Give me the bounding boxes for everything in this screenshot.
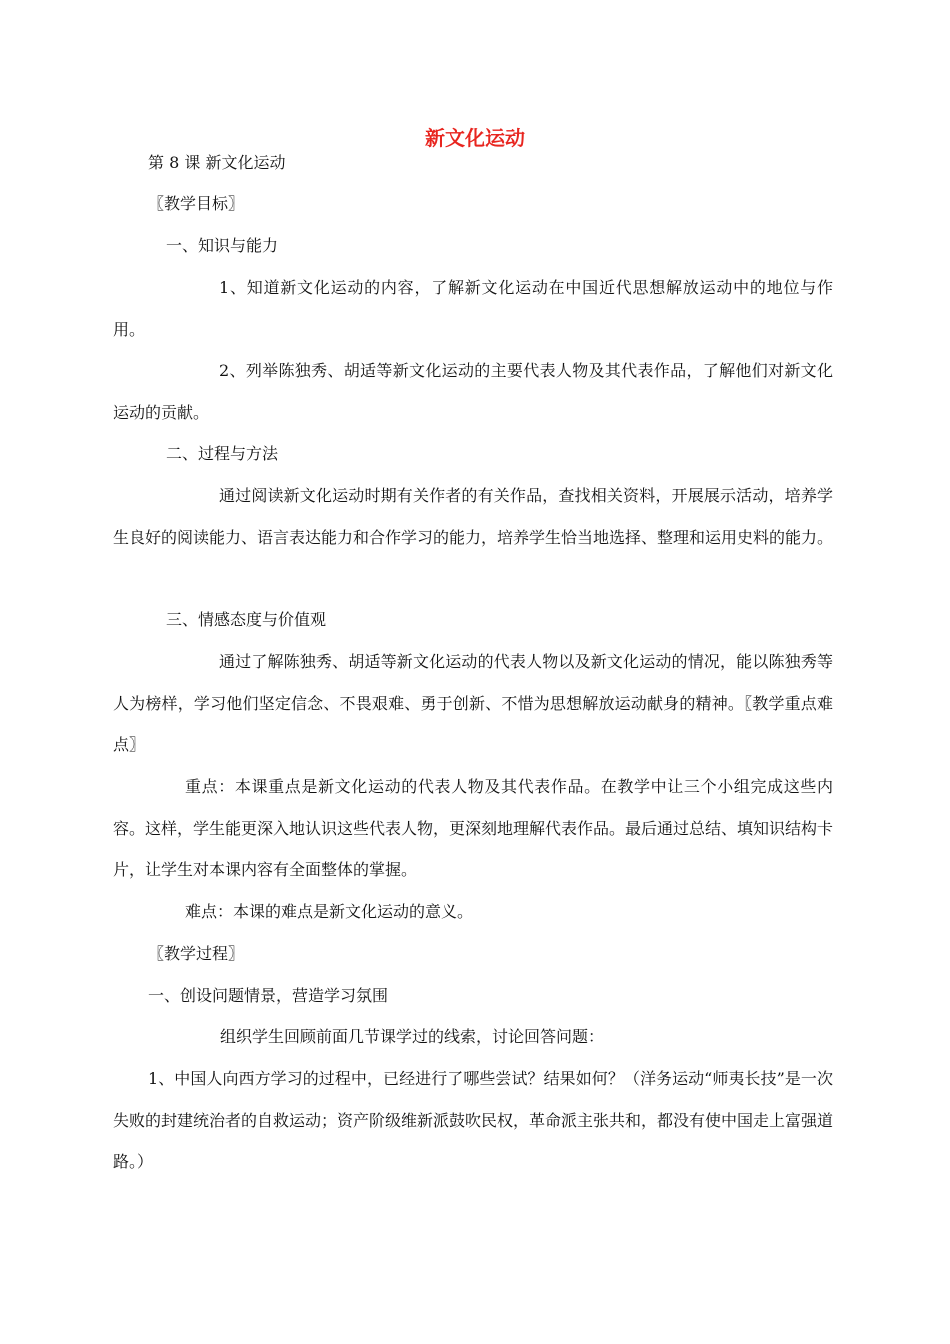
- difficulty-paragraph: 难点：本课的难点是新文化运动的意义。: [185, 902, 474, 921]
- scenario-instruction: 组织学生回顾前面几节课学过的线索，讨论回答问题：: [220, 1027, 605, 1046]
- goal-paragraph-1: 1、知道新文化运动的内容，了解新文化运动在中国近代思想解放运动中的地位与作用。: [113, 278, 833, 339]
- process-heading: 〖教学过程〗: [148, 944, 245, 963]
- lesson-heading: 第 8 课 新文化运动: [148, 153, 286, 172]
- section-knowledge: 一、知识与能力: [166, 236, 279, 255]
- goals-heading: 〖教学目标〗: [148, 194, 245, 213]
- question-paragraph-1: 1、中国人向西方学习的过程中，已经进行了哪些尝试？结果如何？（洋务运动“师夷长技”是一次失败的封建统治者的自救运动；资产阶级维新派鼓吹民权，革命派主张共和，都没有使中国走上富强道路。）: [113, 1069, 834, 1171]
- section-scenario: 一、创设问题情景，营造学习氛围: [148, 986, 389, 1005]
- section-process: 二、过程与方法: [166, 444, 279, 463]
- values-paragraph: 通过了解陈独秀、胡适等新文化运动的代表人物以及新文化运动的情况，能以陈独秀等人为榜样，学习他们坚定信念、不畏艰难、勇于创新、不惜为思想解放运动献身的精神。〖教学重点难点〗: [113, 652, 833, 754]
- process-paragraph: 通过阅读新文化运动时期有关作者的有关作品，查找相关资料，开展展示活动，培养学生良好的阅读能力、语言表达能力和合作学习的能力，培养学生恰当地选择、整理和运用史料的能力。: [113, 486, 834, 547]
- goal-paragraph-2: 2、列举陈独秀、胡适等新文化运动的主要代表人物及其代表作品，了解他们对新文化运动的贡献。: [113, 361, 833, 422]
- section-values: 三、情感态度与价值观: [166, 610, 327, 629]
- document-title: 新文化运动: [425, 126, 525, 150]
- key-point-paragraph: 重点：本课重点是新文化运动的代表人物及其代表作品。在教学中让三个小组完成这些内容。这样，学生能更深入地认识这些代表人物，更深刻地理解代表作品。最后通过总结、填知识结构卡片，让学生对本课内容有全面整体的掌握。: [113, 777, 834, 879]
